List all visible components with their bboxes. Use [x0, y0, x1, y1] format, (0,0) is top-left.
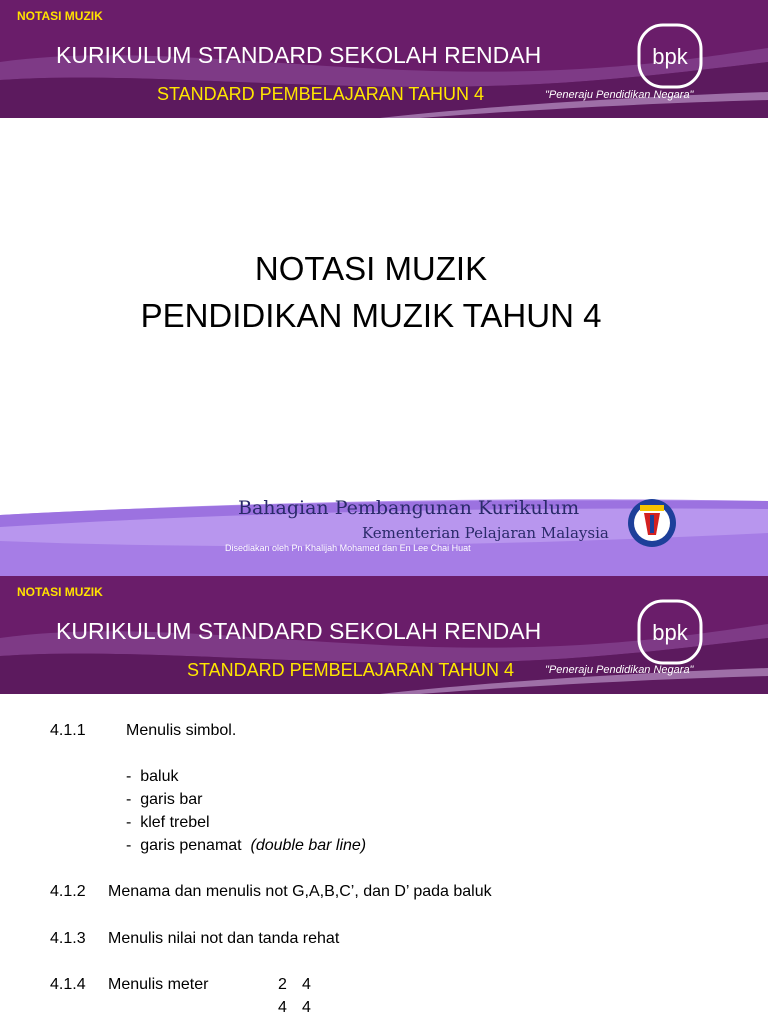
symbol-item: - klef trebel — [126, 814, 210, 831]
standard-item — [50, 976, 208, 994]
ministry-name: Kementerian Pelajaran Malaysia — [362, 524, 609, 542]
organization-name: Bahagian Pembangunan Kurikulum — [238, 497, 580, 519]
standard-text: Menama dan menulis not G,A,B,C’, dan D’ pada baluk — [108, 883, 492, 900]
standard-code: 4.1.3 — [50, 930, 86, 947]
meter-top-left: 2 — [278, 976, 287, 993]
header-banner — [0, 576, 768, 694]
symbol-item: - garis bar — [126, 791, 203, 808]
section-tag: NOTASI MUZIK — [17, 585, 103, 599]
bpk-logo — [636, 22, 704, 90]
standard-title: STANDARD PEMBELAJARAN TAHUN 4 — [187, 660, 515, 680]
meter-bottom-left: 4 — [278, 999, 287, 1016]
standard-text: Menulis meter — [108, 976, 209, 993]
header-banner — [0, 0, 768, 118]
standard-text: Menulis simbol. — [126, 722, 237, 739]
slide-title-line1: NOTASI MUZIK — [254, 250, 488, 287]
standard-text: Menulis nilai not dan tanda rehat — [108, 930, 340, 947]
standard-item — [50, 722, 236, 740]
symbol-note: (double bar line) — [250, 837, 367, 854]
motto-text: "Peneraju Pendidikan Negara" — [545, 664, 694, 676]
meter-top-right: 4 — [302, 976, 311, 993]
bpk-logo — [636, 598, 704, 666]
prepared-by-credit: Disediakan oleh Pn Khalijah Mohamed dan En Lee Chai Huat — [225, 543, 471, 553]
symbol-label: klef trebel — [140, 814, 210, 831]
symbol-item: - baluk — [126, 768, 179, 785]
section-tag: NOTASI MUZIK — [17, 9, 103, 23]
standard-title: STANDARD PEMBELAJARAN TAHUN 4 — [157, 84, 485, 104]
standard-item — [50, 883, 492, 901]
symbol-label: garis penamat — [140, 837, 242, 854]
symbol-label: baluk — [140, 768, 179, 785]
meter-bottom-right: 4 — [302, 999, 311, 1016]
motto-text: "Peneraju Pendidikan Negara" — [545, 89, 694, 101]
ministry-crest-icon — [626, 497, 678, 549]
standard-item — [50, 930, 339, 948]
standard-code: 4.1.2 — [50, 883, 86, 900]
curriculum-title: KURIKULUM STANDARD SEKOLAH RENDAH — [56, 42, 542, 68]
curriculum-title: KURIKULUM STANDARD SEKOLAH RENDAH — [56, 618, 542, 644]
slide-title-line2: PENDIDIKAN MUZIK TAHUN 4 — [140, 297, 602, 334]
svg-text:bpk: bpk — [652, 620, 688, 645]
standard-code: 4.1.1 — [50, 722, 86, 739]
standard-code: 4.1.4 — [50, 976, 86, 993]
content-slide — [0, 576, 768, 1024]
svg-text:bpk: bpk — [652, 44, 688, 69]
symbol-label: garis bar — [140, 791, 203, 808]
symbol-item: - garis penamat (double bar line) — [126, 837, 367, 854]
